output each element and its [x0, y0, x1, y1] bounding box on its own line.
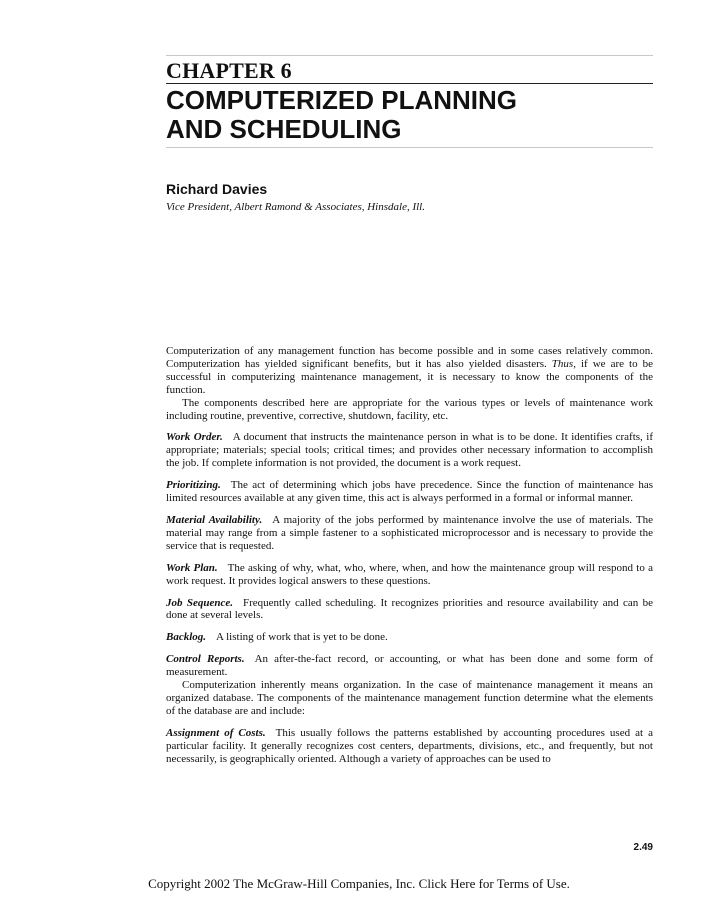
copyright-notice: Copyright 2002 The McGraw-Hill Companies, Inc. Click Here for Terms of Use. — [148, 876, 570, 891]
intro-paragraph: Computerization of any management function has become possible and in some cases relatively common. Computerization has yielded significant benefits, but it has also yielded disasters. Thus, if we are to be successful in computerizing maintenance management, it is necessary to know the components of the function. — [166, 345, 653, 396]
components-paragraph: The components described here are appropriate for the various types or levels of maintenance work including routine, preventive, corrective, shutdown, facility, etc. — [166, 396, 653, 422]
definition-job-sequence: Job Sequence. Frequently called scheduling. It recognizes priorities and resource availability and can be done at several levels. — [166, 596, 654, 622]
definition-control-reports: Control Reports. An after-the-fact record, or accounting, or what has been done and some form of measurement. — [166, 653, 653, 679]
definition-work-plan: Work Plan. The asking of why, what, who, where, when, and how the maintenance group will respond to a work request. It provides logical answers to these questions. — [166, 561, 653, 587]
chapter-rule — [166, 83, 653, 84]
definition-assignment-of-costs: Assignment of Costs. This usually follows the patterns established by accounting procedures used at a particular facility. It generally recognizes cost centers, departments, divisions, etc., and frequently, but not necessarily, is geographically oriented. Although a variety of approaches can be used to — [166, 726, 653, 765]
definition-backlog: Backlog. A listing of work that is yet to be done. — [166, 631, 388, 644]
database-paragraph: Computerization inherently means organization. In the case of maintenance management it means an organized database. The components of the maintenance management function determine what the elements of the database are and include: — [166, 679, 653, 717]
page-number: 2.49 — [633, 842, 653, 853]
definition-work-order: Work Order. A document that instructs the maintenance person in what is to be done. It identifies crafts, if appropriate; materials; special tools; critical times; and provides other necessary information to accomplish the job. If complete information is not provided, the document is a work request. — [166, 431, 653, 470]
body-text — [166, 345, 653, 765]
definition-prioritizing: Prioritizing. The act of determining which jobs have precedence. Since the function of maintenance has limited resources available at any given time, this act is always performed in a formal or informal manner. — [166, 479, 653, 505]
definition-material-availability: Material Availability. A majority of the jobs performed by maintenance involve the use of materials. The material may range from a simple fastener to a sophisticated microprocessor and is necessary to provide the service that is requested. — [166, 513, 653, 552]
author-name: Richard Davies — [166, 181, 268, 197]
chapter-label: CHAPTER 6 — [166, 58, 292, 83]
author-affiliation: Vice President, Albert Ramond & Associates, Hinsdale, Ill. — [166, 201, 425, 213]
title-rule — [166, 147, 653, 148]
chapter-title-line-1: COMPUTERIZED PLANNING — [166, 85, 517, 115]
top-rule — [166, 55, 653, 56]
chapter-title-line-2: AND SCHEDULING — [166, 114, 402, 144]
chapter-title — [166, 86, 666, 144]
